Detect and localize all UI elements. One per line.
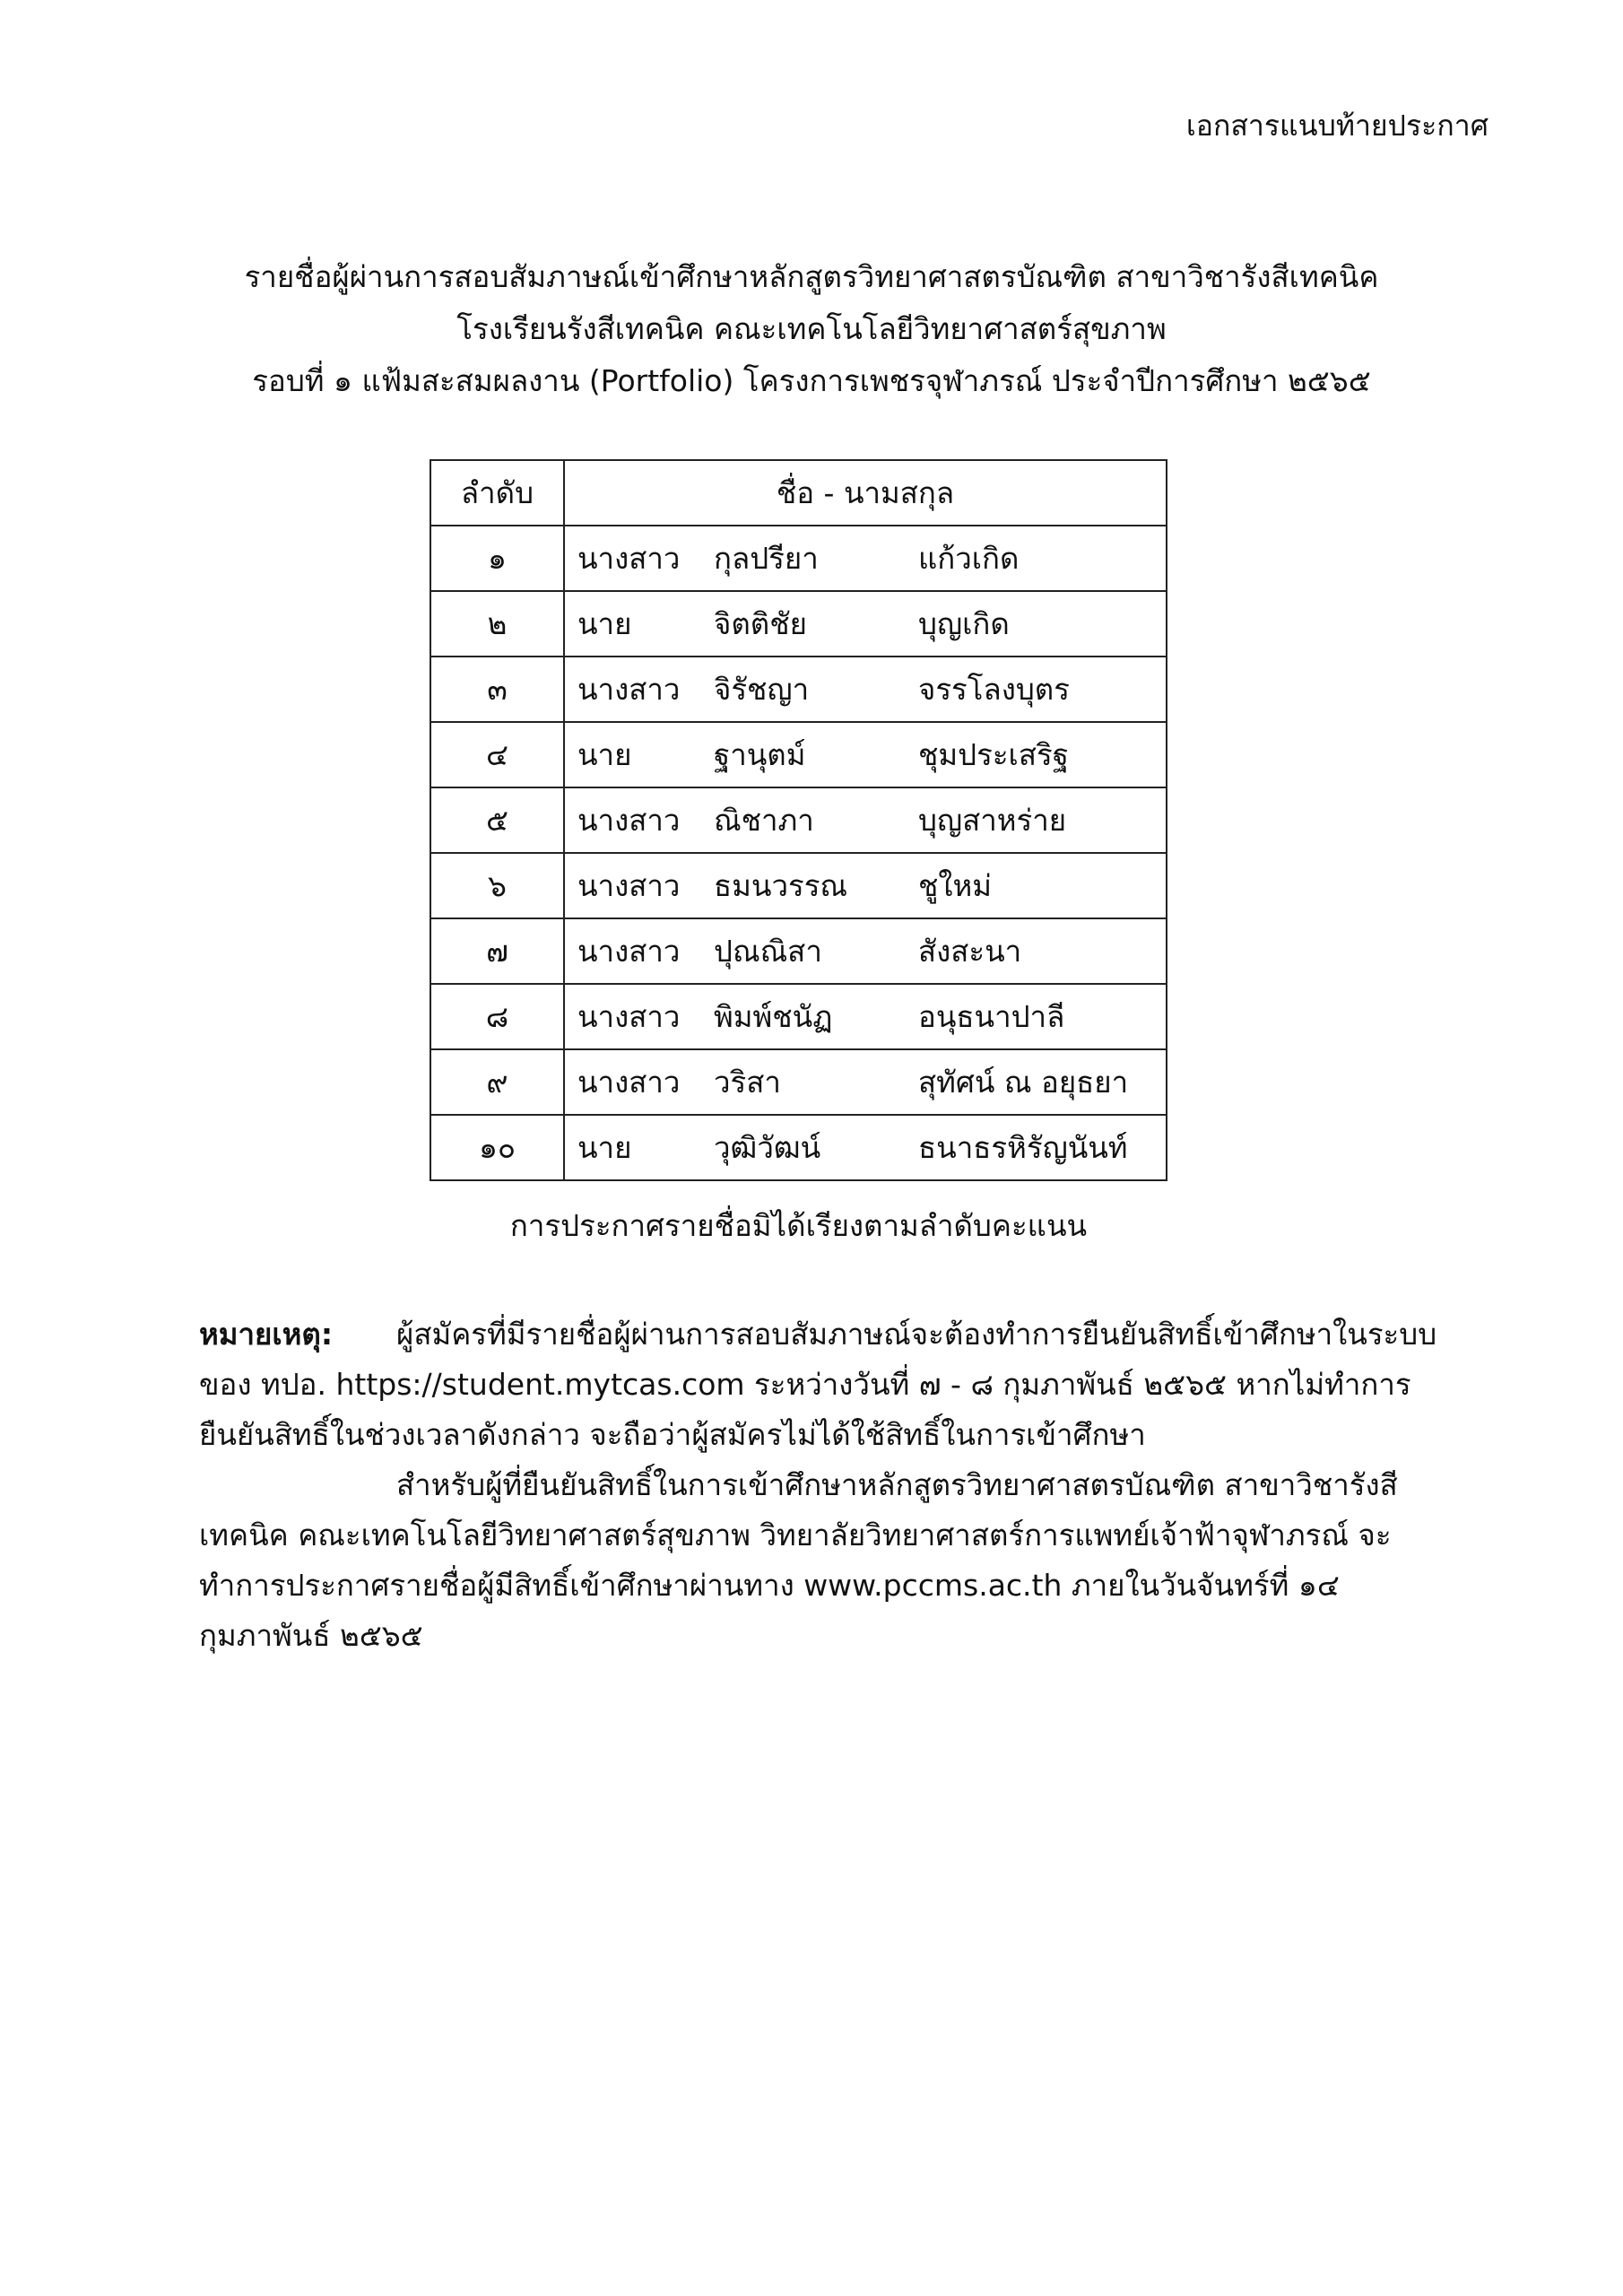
header-number: ลำดับ	[430, 460, 564, 526]
name-prefix: นาย	[577, 606, 632, 641]
last-name: ชูใหม่	[918, 868, 993, 903]
table-row	[430, 853, 1167, 918]
first-name: กุลปรียา	[714, 541, 819, 576]
name-prefix: นางสาว	[577, 1065, 681, 1100]
table-row	[430, 722, 1167, 787]
row-number: ๘	[430, 984, 564, 1049]
notes-label: หมายเหตุ:	[199, 1317, 334, 1352]
name-prefix: นางสาว	[577, 803, 681, 838]
row-full-name	[564, 853, 1167, 918]
row-number: ๑๐	[430, 1115, 564, 1180]
last-name: บุญเกิด	[918, 606, 1010, 641]
title-line-1: รายชื่อผู้ผ่านการสอบสัมภาษณ์เข้าศึกษาหลักสูตรวิทยาศาสตรบัณฑิต สาขาวิชารังสีเทคนิค	[244, 259, 1379, 294]
first-name: ฐานุตม์	[714, 737, 806, 772]
table-row	[430, 918, 1167, 984]
first-name: วริสา	[714, 1065, 781, 1100]
last-name: แก้วเกิด	[918, 541, 1020, 576]
row-number: ๒	[430, 591, 564, 657]
header-full-name: ชื่อ - นามสกุล	[564, 460, 1167, 526]
row-full-name	[564, 1049, 1167, 1115]
last-name: สังสะนา	[918, 934, 1022, 969]
table-caption: การประกาศรายชื่อมิได้เรียงตามลำดับคะแนน	[509, 1208, 1088, 1243]
name-prefix: นางสาว	[577, 934, 681, 969]
row-number: ๔	[430, 722, 564, 787]
title-line-3: รอบที่ ๑ แฟ้มสะสมผลงาน (Portfolio) โครงการเพชรจุฬาภรณ์ ประจำปีการศึกษา ๒๕๖๕	[252, 363, 1371, 398]
document-title	[135, 251, 1488, 407]
row-number: ๓	[430, 657, 564, 722]
title-line-2: โรงเรียนรังสีเทคนิค คณะเทคโนโลยีวิทยาศาสตร์สุขภาพ	[456, 311, 1167, 346]
row-full-name	[564, 722, 1167, 787]
attachment-label: เอกสารแนบท้ายประกาศ	[1185, 109, 1488, 143]
table-row	[430, 657, 1167, 722]
first-name: วุฒิวัฒน์	[714, 1130, 821, 1165]
name-prefix: นางสาว	[577, 672, 681, 707]
row-full-name	[564, 526, 1167, 591]
last-name: ชุมประเสริฐ	[918, 737, 1069, 772]
name-prefix: นางสาว	[577, 541, 681, 576]
first-name: จิรัชญา	[714, 672, 810, 707]
notes-section	[199, 1309, 1444, 1661]
table-row	[430, 984, 1167, 1049]
name-prefix: นางสาว	[577, 868, 681, 903]
first-name: ณิชาภา	[714, 803, 814, 838]
row-full-name	[564, 657, 1167, 722]
last-name: จรรโลงบุตร	[918, 672, 1070, 707]
notes-paragraph-1	[199, 1309, 1444, 1460]
table-row	[430, 1049, 1167, 1115]
last-name: สุทัศน์ ณ อยุธยา	[918, 1065, 1129, 1100]
applicant-table	[430, 459, 1167, 1181]
row-number: ๖	[430, 853, 564, 918]
row-number: ๕	[430, 787, 564, 853]
table-header-row	[430, 460, 1167, 526]
row-number: ๙	[430, 1049, 564, 1115]
last-name: ธนาธรหิรัญนันท์	[918, 1130, 1128, 1165]
row-full-name	[564, 1115, 1167, 1180]
name-prefix: นางสาว	[577, 999, 681, 1034]
row-full-name	[564, 787, 1167, 853]
row-number: ๗	[430, 918, 564, 984]
name-prefix: นาย	[577, 1130, 632, 1165]
first-name: ธมนวรรณ	[714, 868, 848, 903]
row-full-name	[564, 918, 1167, 984]
table-row	[430, 526, 1167, 591]
table-row	[430, 787, 1167, 853]
last-name: อนุธนาปาลี	[918, 999, 1065, 1034]
first-name: ปุณณิสา	[714, 934, 822, 969]
notes-paragraph-2-text: สำหรับผู้ที่ยืนยันสิทธิ์ในการเข้าศึกษาหลักสูตรวิทยาศาสตรบัณฑิต สาขาวิชารังสีเทคนิค คณะเทคโนโลยีวิทยาศาสตร์สุขภาพ วิทยาลัยวิทยาศาสตร์การแพทย์เจ้าฟ้าจุฬาภรณ์ จะทำการประกาศรายชื่อผู้มีสิทธิ์เข้าศึกษาผ่านทาง www.pccms.ac.th ภายในวันจันทร์ที่ ๑๔ กุมภาพันธ์ ๒๕๖๕	[199, 1467, 1398, 1653]
table-row	[430, 591, 1167, 657]
row-full-name	[564, 591, 1167, 657]
notes-paragraph-1-text: ผู้สมัครที่มีรายชื่อผู้ผ่านการสอบสัมภาษณ์จะต้องทำการยืนยันสิทธิ์เข้าศึกษาในระบบของ ทปอ. https://student.mytcas.com ระหว่างวันที่ ๗ - ๘ กุมภาพันธ์ ๒๕๖๕ หากไม่ทำการยืนยันสิทธิ์ในช่วงเวลาดังกล่าว จะถือว่าผู้สมัครไม่ได้ใช้สิทธิ์ในการเข้าศึกษา	[199, 1317, 1437, 1452]
first-name: พิมพ์ชนัฏ	[714, 999, 833, 1034]
last-name: บุญสาหร่าย	[918, 803, 1067, 838]
name-prefix: นาย	[577, 737, 632, 772]
first-name: จิตติชัย	[714, 606, 807, 641]
row-number: ๑	[430, 526, 564, 591]
table-row	[430, 1115, 1167, 1180]
notes-paragraph-2	[199, 1460, 1444, 1661]
row-full-name	[564, 984, 1167, 1049]
